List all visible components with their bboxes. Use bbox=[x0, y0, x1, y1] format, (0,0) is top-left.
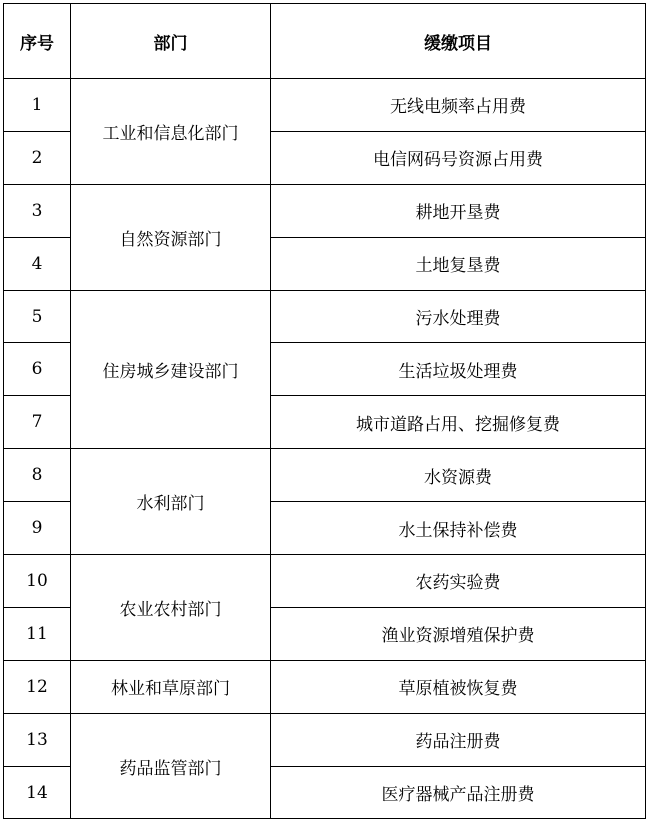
seq-cell: 11 bbox=[4, 607, 71, 660]
table-row bbox=[4, 79, 646, 132]
item-cell: 水资源费 bbox=[271, 449, 646, 502]
seq-cell: 3 bbox=[4, 184, 71, 237]
dept-cell: 住房城乡建设部门 bbox=[71, 290, 271, 449]
item-cell: 无线电频率占用费 bbox=[271, 79, 646, 132]
seq-cell: 2 bbox=[4, 131, 71, 184]
item-cell: 耕地开垦费 bbox=[271, 184, 646, 237]
dept-cell: 水利部门 bbox=[71, 449, 271, 555]
seq-cell: 8 bbox=[4, 449, 71, 502]
item-cell: 水土保持补偿费 bbox=[271, 502, 646, 555]
header-item: 缓缴项目 bbox=[271, 4, 646, 79]
seq-cell: 10 bbox=[4, 555, 71, 608]
table-row bbox=[4, 555, 646, 608]
dept-cell: 林业和草原部门 bbox=[71, 660, 271, 713]
table-row bbox=[4, 660, 646, 713]
dept-cell: 自然资源部门 bbox=[71, 184, 271, 290]
seq-cell: 7 bbox=[4, 396, 71, 449]
table-body bbox=[4, 79, 646, 819]
seq-cell: 4 bbox=[4, 237, 71, 290]
header-dept: 部门 bbox=[71, 4, 271, 79]
item-cell: 电信网码号资源占用费 bbox=[271, 131, 646, 184]
table-row bbox=[4, 449, 646, 502]
table-header bbox=[4, 4, 646, 79]
item-cell: 草原植被恢复费 bbox=[271, 660, 646, 713]
seq-cell: 1 bbox=[4, 79, 71, 132]
dept-cell: 农业农村部门 bbox=[71, 555, 271, 661]
table-row bbox=[4, 713, 646, 766]
item-cell: 生活垃圾处理费 bbox=[271, 343, 646, 396]
item-cell: 农药实验费 bbox=[271, 555, 646, 608]
seq-cell: 9 bbox=[4, 502, 71, 555]
seq-cell: 12 bbox=[4, 660, 71, 713]
item-cell: 污水处理费 bbox=[271, 290, 646, 343]
table-row bbox=[4, 290, 646, 343]
seq-cell: 13 bbox=[4, 713, 71, 766]
dept-cell: 药品监管部门 bbox=[71, 713, 271, 819]
item-cell: 城市道路占用、挖掘修复费 bbox=[271, 396, 646, 449]
item-cell: 土地复垦费 bbox=[271, 237, 646, 290]
seq-cell: 14 bbox=[4, 766, 71, 819]
item-cell: 医疗器械产品注册费 bbox=[271, 766, 646, 819]
item-cell: 药品注册费 bbox=[271, 713, 646, 766]
table-row bbox=[4, 184, 646, 237]
fee-deferral-table bbox=[3, 3, 646, 819]
seq-cell: 6 bbox=[4, 343, 71, 396]
header-row bbox=[4, 4, 646, 79]
item-cell: 渔业资源增殖保护费 bbox=[271, 607, 646, 660]
dept-cell: 工业和信息化部门 bbox=[71, 79, 271, 185]
seq-cell: 5 bbox=[4, 290, 71, 343]
header-seq: 序号 bbox=[4, 4, 71, 79]
